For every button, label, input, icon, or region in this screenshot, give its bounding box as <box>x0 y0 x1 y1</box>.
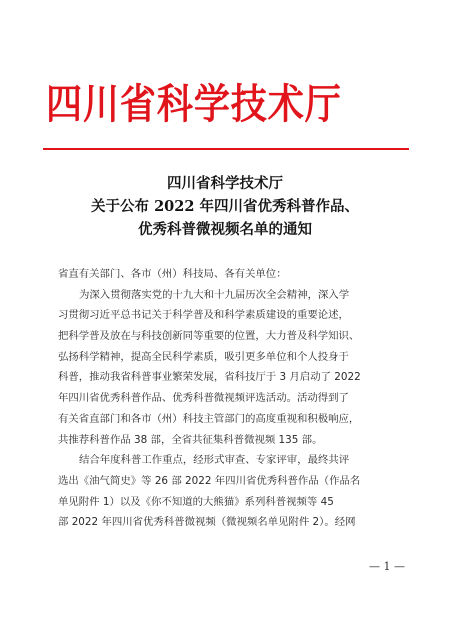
title-line-2: 关于公布 2022 年四川省优秀科普作品、 <box>91 198 359 215</box>
paragraph-line: 把科学普及放在与科技创新同等重要的位置，大力普及科学知识、 <box>58 330 360 343</box>
salutation: 省直有关部门、各市（州）科技局、各有关单位： <box>58 268 287 280</box>
title-line-1: 四川省科学技术厅 <box>167 175 283 192</box>
paragraph-line: 共推荐科普作品 38 部，全省共征集科普微视频 135 部。 <box>58 433 323 446</box>
paragraph-line: 为深入贯彻落实党的十九大和十九届历次全会精神，深入学 <box>79 288 350 301</box>
title-line-3: 优秀科普微视频名单的通知 <box>138 221 312 238</box>
paragraph-line: 弘扬科学精神，提高全民科学素质，吸引更多单位和个人投身于 <box>58 350 349 363</box>
red-divider-rule <box>43 148 409 150</box>
paragraph-line: 年四川省优秀科普作品、优秀科普微视频评选活动。活动得到了 <box>58 392 349 405</box>
paragraph-line: 习贯彻习近平总书记关于科学普及和科学素质建设的重要论述， <box>58 309 349 322</box>
page-number: — 1 — <box>369 560 405 573</box>
agency-header-title: 四川省科学技术厅 <box>46 80 342 128</box>
document-body <box>58 264 394 533</box>
paragraph-line: 有关省直部门和各市（州）科技主管部门的高度重视和积极响应， <box>58 412 360 425</box>
document-title <box>40 172 410 241</box>
paragraph-line: 科普，推动我省科普事业繁荣发展，省科技厅于 3 月启动了 2022 <box>58 371 361 384</box>
paragraph-line: 选出《油气简史》等 26 部 2022 年四川省优秀科普作品（作品名 <box>58 474 361 487</box>
paragraph-1 <box>58 285 394 451</box>
paragraph-line: 部 2022 年四川省优秀科普微视频（微视频名单见附件 2）。经网 <box>58 516 356 529</box>
paragraph-line: 结合年度科普工作重点，经形式审查、专家评审，最终共评 <box>79 454 350 467</box>
paragraph-2 <box>58 450 394 533</box>
paragraph-line: 单见附件 1）以及《你不知道的大熊猫》系列科普视频等 45 <box>58 495 334 508</box>
